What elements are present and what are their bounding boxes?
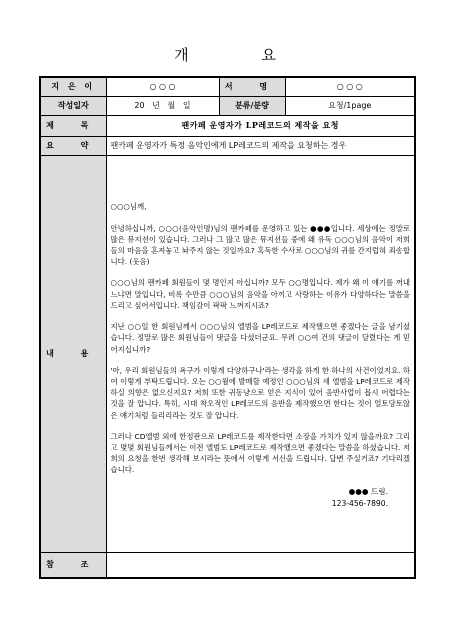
letter-body: [106, 155, 415, 552]
category-value: 요청/1page: [285, 96, 415, 115]
page-title: 개 요: [174, 46, 310, 64]
date-label: 작성일자: [40, 96, 106, 115]
date-row: [40, 96, 415, 115]
author-row: [40, 77, 415, 96]
letter-paragraph: 그러나 CD앨범 외에 한정판으로 LP레코드를 제작한다면 소장을 가치가 있지 않을까요? 그리고 몇몇 회원님들께서는 이전 앨범도 LP레코드로 제작했으면 좋겠다는 말씀을 하셨습니다. 저희의 요청을 한번 생각해 보시라는 뜻에서 이렇게 서신을 드립니다. 답변 주실거죠? 기다리겠습니다.: [110, 431, 410, 475]
date-value: 20 년 월 일: [106, 96, 219, 115]
signature-value: ○ ○ ○: [285, 77, 415, 96]
letter-paragraph: ○○○님의 팬카페 회원들이 몇 명인지 아십니까? 모두 ○○명입니다. 제가 왜 이 얘기를 꺼내느냐면 말입니다, 비록 수만큼 ○○○님의 음악을 아끼고 사랑하는 이유가 다양하다는 말씀을 드리고 싶어서입니다. 책임감이 팍팍 느껴지시죠?: [110, 278, 410, 310]
signature-label: 서 명: [219, 77, 285, 96]
category-label: 분류/분량: [219, 96, 285, 115]
subject-value: 팬카페 운영자가 LP레코드의 제작을 요청: [106, 115, 415, 136]
reference-value: [106, 552, 415, 578]
sender-name: ●●● 드림.: [348, 486, 388, 496]
letter-greeting: ○○○님께,: [110, 202, 147, 212]
subject-label: 제 목: [40, 115, 106, 136]
content-label: 내 용: [40, 155, 106, 552]
summary-value: 팬카페 운영자가 특정 음악인에게 LP레코드의 제작을 요청하는 경우: [106, 136, 415, 155]
content-row: [40, 155, 415, 552]
letter-paragraph: 지난 ○○일 한 회원님께서 ○○○님의 앨범을 LP레코드로 제작했으면 좋겠다는 글을 남기셨습니다. 정말로 많은 회원님들이 댓글을 다셨더군요. 무려 ○○여 건의 댓글이 달렸다는 게 믿어지십니까?: [110, 322, 410, 354]
letter-paragraph: '아, 우리 회원님들의 욕구가 이렇게 다양하구나'라는 생각을 하게 한 하나의 사건이었지요. 하여 이렇게 부탁드립니다. 오는 ○○월에 발매할 예정인 ○○○님의 새 앨범을 LP레코드로 제작하실 의향은 없으신지요? 저희 또한 귀동냥으로 얻은 지식이 있어 음반사업이 몹시 어렵다는 것을 잘 압니다. 특히, 시대 착오적인 LP레코드의 음반을 제작했으면 한다는 것이 얼토당토않은 얘기처럼 들리리라는 것도 잘 압니다.: [110, 365, 410, 420]
sender-phone: 123-456-7890.: [331, 498, 388, 508]
author-value: ○ ○ ○: [106, 77, 219, 96]
summary-row: [40, 136, 415, 155]
reference-row: [40, 552, 415, 578]
author-label: 지 은 이: [40, 77, 106, 96]
letter-signature: [111, 486, 411, 510]
document-form: [39, 76, 416, 579]
letter-paragraph: 안녕하십니까, ○○○(음악인명)님의 팬카페를 운영하고 있는 ●●●입니다. 세상에는 정말로 많은 뮤지션이 있습니다. 그러나 그 많고 많은 뮤지션들 중에 왜 유독 ○○○님의 음악이 저희들의 마음을 흔져놓고 놔주지 않는 것일까요? 혹독한 수사로 ○○○님의 귀를 간지럽혀 죄송합니다. (웃음): [110, 223, 410, 267]
subject-row: [40, 115, 415, 136]
reference-label: 참 조: [40, 552, 106, 578]
summary-label: 요 약: [40, 136, 106, 155]
